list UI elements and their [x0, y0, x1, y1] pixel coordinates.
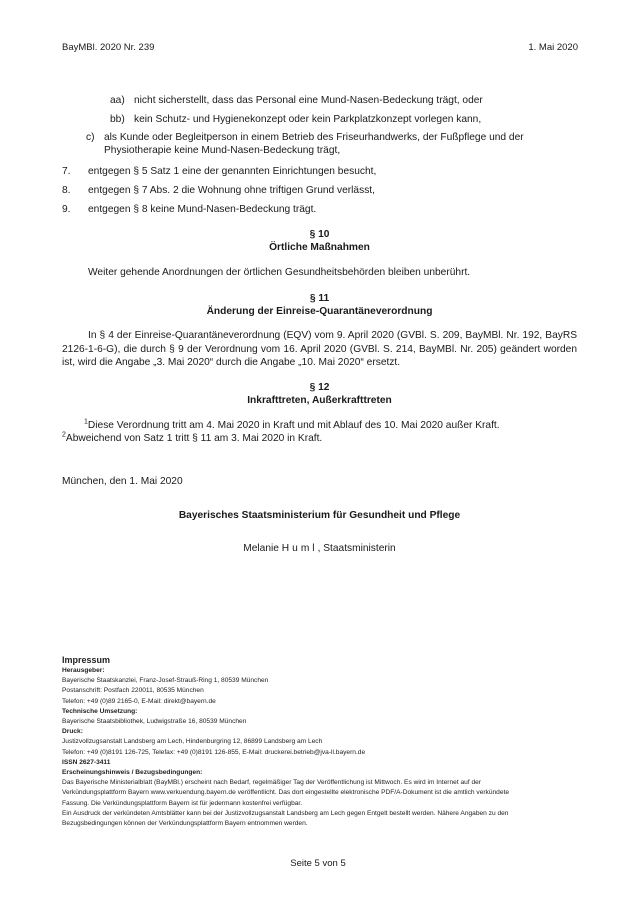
hinweis-line: Bezugsbedingungen können der Verkündungsplattform Bayern entnommen werden.: [62, 820, 308, 828]
sentence-superscript: 2: [62, 431, 66, 439]
item-label: 9.: [62, 204, 71, 215]
section-12-title: Inkrafttreten, Außerkrafttreten: [247, 395, 392, 406]
header-right: 1. Mai 2020: [528, 42, 578, 53]
item-text: entgegen § 5 Satz 1 eine der genannten Einrichtungen besucht,: [88, 166, 377, 177]
item-text: entgegen § 8 keine Mund-Nasen-Bedeckung trägt.: [88, 204, 317, 215]
hinweis-line: Verkündungsplattform Bayern www.verkuendung.bayern.de veröffentlicht. Das dort eingestellte elektronische PDF/A-Dokument ist die amtlich verkündete: [62, 789, 510, 797]
item-text: als Kunde oder Begleitperson in einem Betrieb des Friseurhandwerks, der Fußpflege und der Physiotherapie keine Mund-Nasen-Bedeckung trägt,: [104, 132, 524, 156]
hinweis-line: Das Bayerische Ministerialblatt (BayMBl.) erscheint nach Bedarf, regelmäßiger Tag der Veröffentlichung ist Mittwoch. Es wird im Internet auf der: [62, 779, 482, 787]
druck-line: Justizvollzugsanstalt Landsberg am Lech, Hindenburgring 12, 86899 Landsberg am Lech: [62, 738, 323, 746]
sentence-superscript: 1: [84, 418, 88, 426]
item-label: c): [86, 132, 95, 143]
section-11-number: § 11: [309, 293, 330, 304]
impressum-title: Impressum: [62, 655, 111, 665]
signature-title: , Staatsministerin: [317, 543, 396, 554]
section-12-sentence-2: [62, 432, 577, 446]
sentence-text: Diese Verordnung tritt am 4. Mai 2020 in Kraft und mit Ablauf des 10. Mai 2020 außer Kraft.: [87, 420, 500, 431]
header-left: BayMBl. 2020 Nr. 239: [62, 42, 155, 53]
signature-surname: Huml: [281, 543, 318, 554]
technik-line: Bayerische Staatsbibliothek, Ludwigstraße 16, 80539 München: [62, 718, 247, 726]
technik-label: Technische Umsetzung:: [62, 707, 138, 715]
section-10-number: § 10: [309, 229, 330, 240]
signature-ministry: Bayerisches Staatsministerium für Gesundheit und Pflege: [178, 510, 461, 521]
item-label: bb): [110, 114, 125, 125]
place-date: München, den 1. Mai 2020: [62, 476, 183, 487]
herausgeber-label: Herausgeber:: [62, 667, 105, 674]
hinweis-line: Fassung. Die Verkündungsplattform Bayern ist für jedermann kostenfrei verfügbar.: [62, 799, 303, 807]
item-text: entgegen § 7 Abs. 2 die Wohnung ohne triftigen Grund verlässt,: [88, 185, 375, 196]
herausgeber-line: Bayerische Staatskanzlei, Franz-Josef-Strauß-Ring 1, 80539 München: [62, 677, 269, 685]
sentence-text: Abweichend von Satz 1 tritt § 11 am 3. Mai 2020 in Kraft.: [65, 433, 323, 444]
signature-first-name: Melanie: [243, 543, 279, 554]
item-label: 8.: [62, 185, 71, 196]
section-11-title: Änderung der Einreise-Quarantäneverordnung: [206, 306, 433, 317]
section-10-title: Örtliche Maßnahmen: [269, 242, 370, 253]
item-label: aa): [110, 95, 125, 106]
druck-line: Telefon: +49 (0)8191 126-725, Telefax: +49 (0)8191 126-855, E-Mail: druckerei.betrieb@jva-ll.bayern.de: [62, 748, 366, 756]
section-10-text: Weiter gehende Anordnungen der örtlichen Gesundheitsbehörden bleiben unberührt.: [88, 267, 471, 278]
section-11-text: In § 4 der Einreise-Quarantäneverordnung (EQV) vom 9. April 2020 (GVBl. S. 209, BayMBl. Nr. 192, BayRS 2126-1-6-G), die durch § 9 der Verordnung vom 16. April 2020 (GVBl. S. 214, BayMBl. Nr. 205) geändert worden ist, wird die Angabe „3. Mai 2020“ durch die Angabe „10. Mai 2020“ ersetzt.: [62, 330, 577, 368]
druck-label: Druck:: [62, 728, 83, 736]
item-text: kein Schutz- und Hygienekonzept oder kein Parkplatzkonzept vorlegen kann,: [134, 114, 482, 125]
section-12-sentence-1: [62, 419, 577, 433]
hinweis-line: Ein Ausdruck der verkündeten Amtsblätter kann bei der Justizvollzugsanstalt Landsberg am Lech gegen Entgelt bestellt werden. Nähere Angaben zu den: [62, 809, 509, 817]
section-12-number: § 12: [309, 382, 330, 393]
herausgeber-line: Postanschrift: Postfach 220011, 80535 München: [62, 687, 204, 695]
hinweis-label: Erscheinungshinweis / Bezugsbedingungen:: [62, 769, 203, 777]
herausgeber-line: Telefon: +49 (0)89 2165-0, E-Mail: direkt@bayern.de: [62, 697, 216, 705]
impressum: [62, 654, 582, 829]
item-text: nicht sicherstellt, dass das Personal eine Mund-Nasen-Bedeckung trägt, oder: [134, 95, 483, 106]
item-label: 7.: [62, 166, 71, 177]
signature-name: [62, 543, 577, 554]
issn: ISSN 2627-3411: [62, 758, 111, 766]
page-number: Seite 5 von 5: [290, 858, 346, 869]
